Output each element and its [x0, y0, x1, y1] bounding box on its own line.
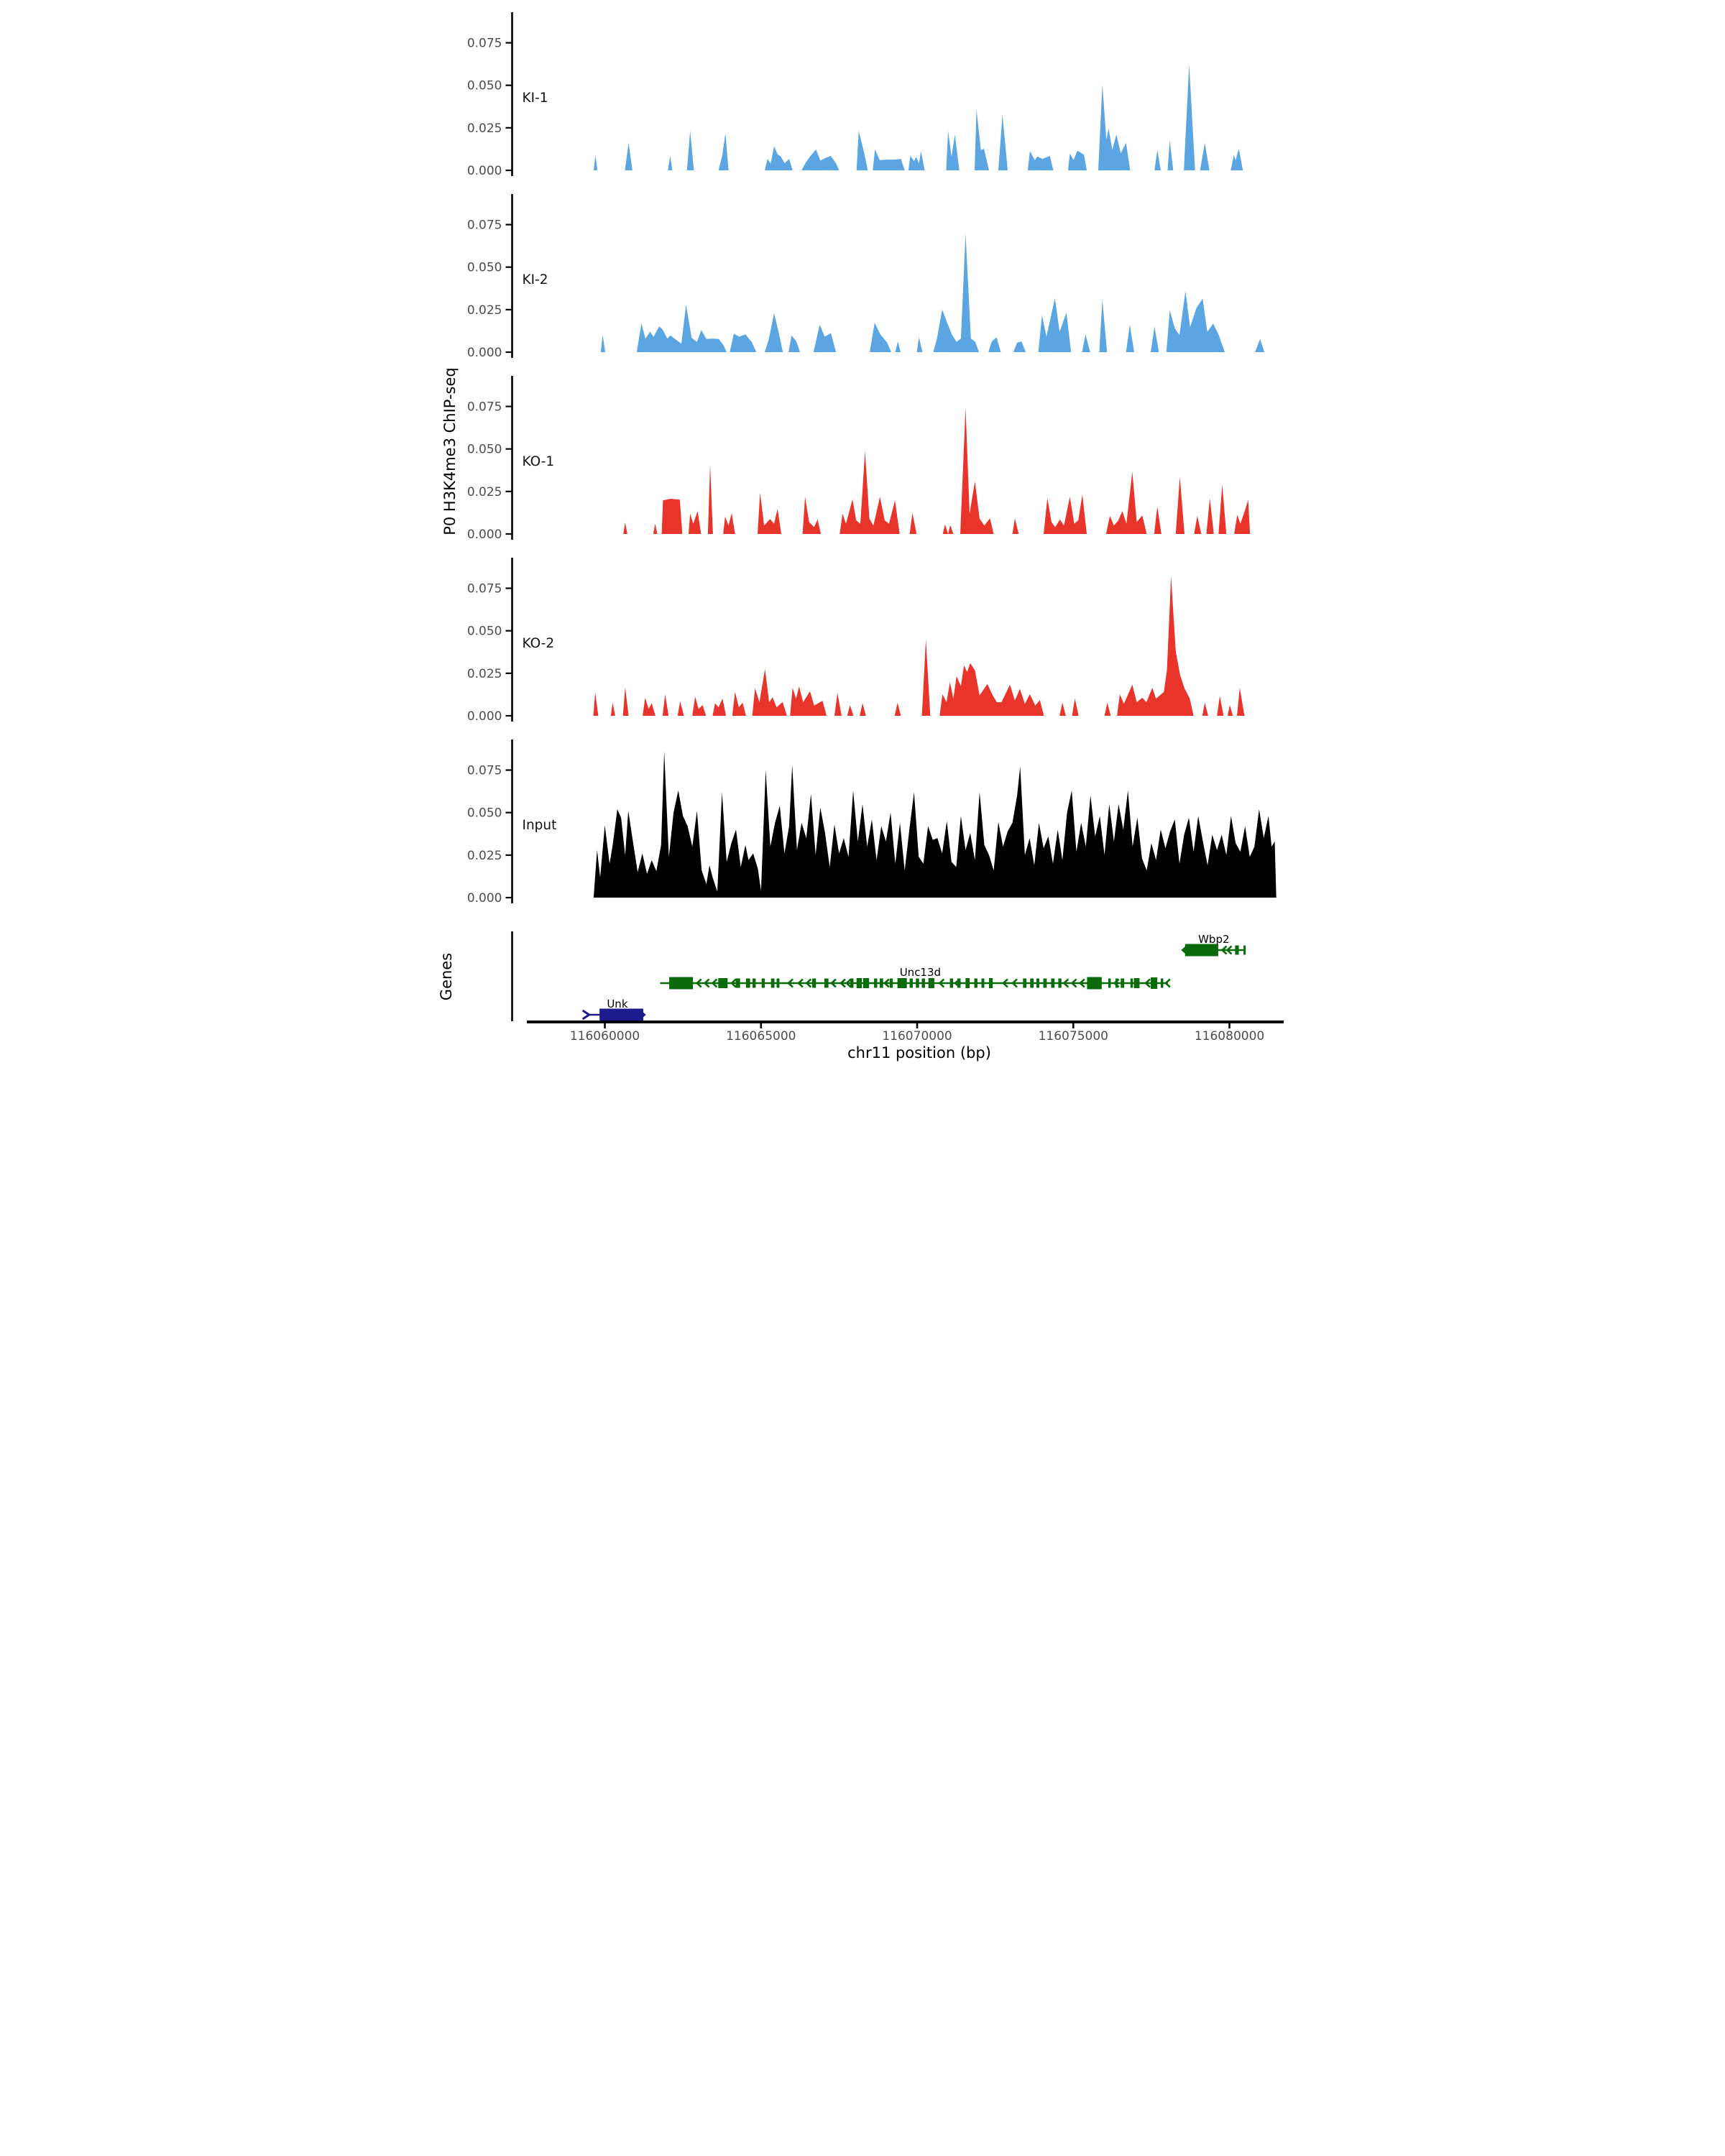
x-tick-label: 116065000 — [726, 1029, 796, 1044]
exon — [1235, 946, 1238, 955]
track-KI-1 — [467, 12, 1243, 178]
exon — [1087, 977, 1101, 990]
coverage-area-KO-1 — [623, 407, 1250, 534]
y-tick-label: 0.025 — [466, 121, 502, 136]
y-tick-label: 0.050 — [466, 442, 502, 457]
x-axis-title: chr11 position (bp) — [847, 1044, 991, 1061]
exon — [1161, 979, 1163, 988]
exon — [718, 978, 727, 988]
exon — [989, 978, 993, 988]
y-tick-label: 0.025 — [466, 484, 502, 499]
exon — [922, 979, 925, 988]
exon — [880, 979, 883, 988]
exon — [975, 979, 978, 988]
track-label-KO-1: KO-1 — [522, 454, 555, 469]
exon — [916, 979, 919, 988]
track-Input — [467, 740, 1276, 906]
exon — [1116, 979, 1118, 988]
y-axis-title: P0 H3K4me3 ChIP-seq — [441, 367, 459, 535]
exon — [929, 978, 934, 988]
y-tick-label: 0.025 — [466, 303, 502, 318]
exon — [1036, 979, 1039, 988]
exon — [950, 979, 953, 988]
x-tick-label: 116070000 — [882, 1029, 952, 1044]
exon — [1151, 977, 1157, 989]
gene-label-Unc13d: Unc13d — [899, 966, 942, 979]
exon — [824, 979, 829, 988]
exon — [1243, 946, 1246, 955]
exon — [1108, 979, 1110, 988]
y-tick-label: 0.000 — [466, 709, 502, 724]
y-tick-label: 0.050 — [466, 806, 502, 821]
gene-label-Wbp2: Wbp2 — [1198, 933, 1230, 946]
x-tick-label: 116080000 — [1194, 1029, 1265, 1044]
track-label-KI-1: KI-1 — [522, 91, 548, 106]
y-tick-label: 0.075 — [466, 581, 502, 596]
exon — [1134, 978, 1140, 988]
exon — [863, 978, 869, 988]
gene-Unc13d — [660, 966, 1169, 990]
genes-axis-title: Genes — [438, 952, 455, 1001]
y-tick-label: 0.000 — [466, 345, 502, 360]
track-KO-1 — [467, 376, 1250, 542]
y-tick-label: 0.075 — [466, 218, 502, 233]
exon — [1121, 979, 1124, 988]
exon — [1044, 979, 1047, 988]
track-KI-2 — [467, 194, 1264, 360]
exon — [1051, 979, 1054, 988]
track-label-KI-2: KI-2 — [522, 272, 548, 287]
exon — [898, 978, 907, 988]
exon — [1023, 979, 1026, 988]
exon — [669, 977, 693, 990]
track-label-Input: Input — [522, 818, 557, 833]
exon — [910, 979, 913, 988]
exon — [857, 978, 862, 988]
gene-label-Unk: Unk — [607, 998, 628, 1010]
exon — [1058, 979, 1061, 988]
gene-Unk — [583, 998, 645, 1021]
exon — [771, 979, 775, 988]
x-tick-label: 116075000 — [1038, 1029, 1108, 1044]
exon — [736, 979, 740, 988]
genes-panel — [512, 931, 1246, 1021]
exon — [812, 979, 816, 988]
exon — [777, 979, 780, 988]
y-tick-label: 0.075 — [466, 36, 502, 51]
exon — [957, 979, 960, 988]
exon — [850, 979, 853, 988]
exon — [890, 979, 893, 988]
exon — [1030, 979, 1034, 988]
y-tick-label: 0.025 — [466, 666, 502, 681]
gene-Wbp2 — [1182, 933, 1246, 957]
exon — [762, 979, 765, 988]
exon — [965, 978, 970, 988]
exon — [753, 979, 755, 988]
exon — [1131, 979, 1133, 988]
exon — [746, 979, 750, 988]
y-tick-label: 0.050 — [466, 624, 502, 639]
coverage-area-KI-2 — [601, 234, 1264, 352]
y-tick-label: 0.025 — [466, 848, 502, 863]
track-KO-2 — [467, 558, 1245, 724]
track-label-KO-2: KO-2 — [522, 636, 555, 651]
gene-tail-fork-icon — [583, 1010, 589, 1019]
y-tick-label: 0.075 — [466, 400, 502, 415]
coverage-area-KI-1 — [594, 65, 1243, 170]
chipseq-figure — [431, 0, 1294, 1078]
coverage-plot — [431, 0, 1294, 1078]
y-tick-label: 0.000 — [466, 163, 502, 178]
y-tick-label: 0.050 — [466, 260, 502, 275]
coverage-area-KO-2 — [594, 576, 1245, 716]
exon — [599, 1009, 643, 1021]
coverage-area-Input — [594, 752, 1276, 898]
exon — [1185, 944, 1218, 957]
y-tick-label: 0.000 — [466, 890, 502, 906]
x-tick-label: 116060000 — [569, 1029, 640, 1044]
y-tick-label: 0.075 — [466, 763, 502, 778]
exon — [874, 979, 877, 988]
y-tick-label: 0.000 — [466, 527, 502, 542]
exon — [982, 979, 985, 988]
y-tick-label: 0.050 — [466, 78, 502, 93]
x-axis — [527, 1022, 1284, 1044]
